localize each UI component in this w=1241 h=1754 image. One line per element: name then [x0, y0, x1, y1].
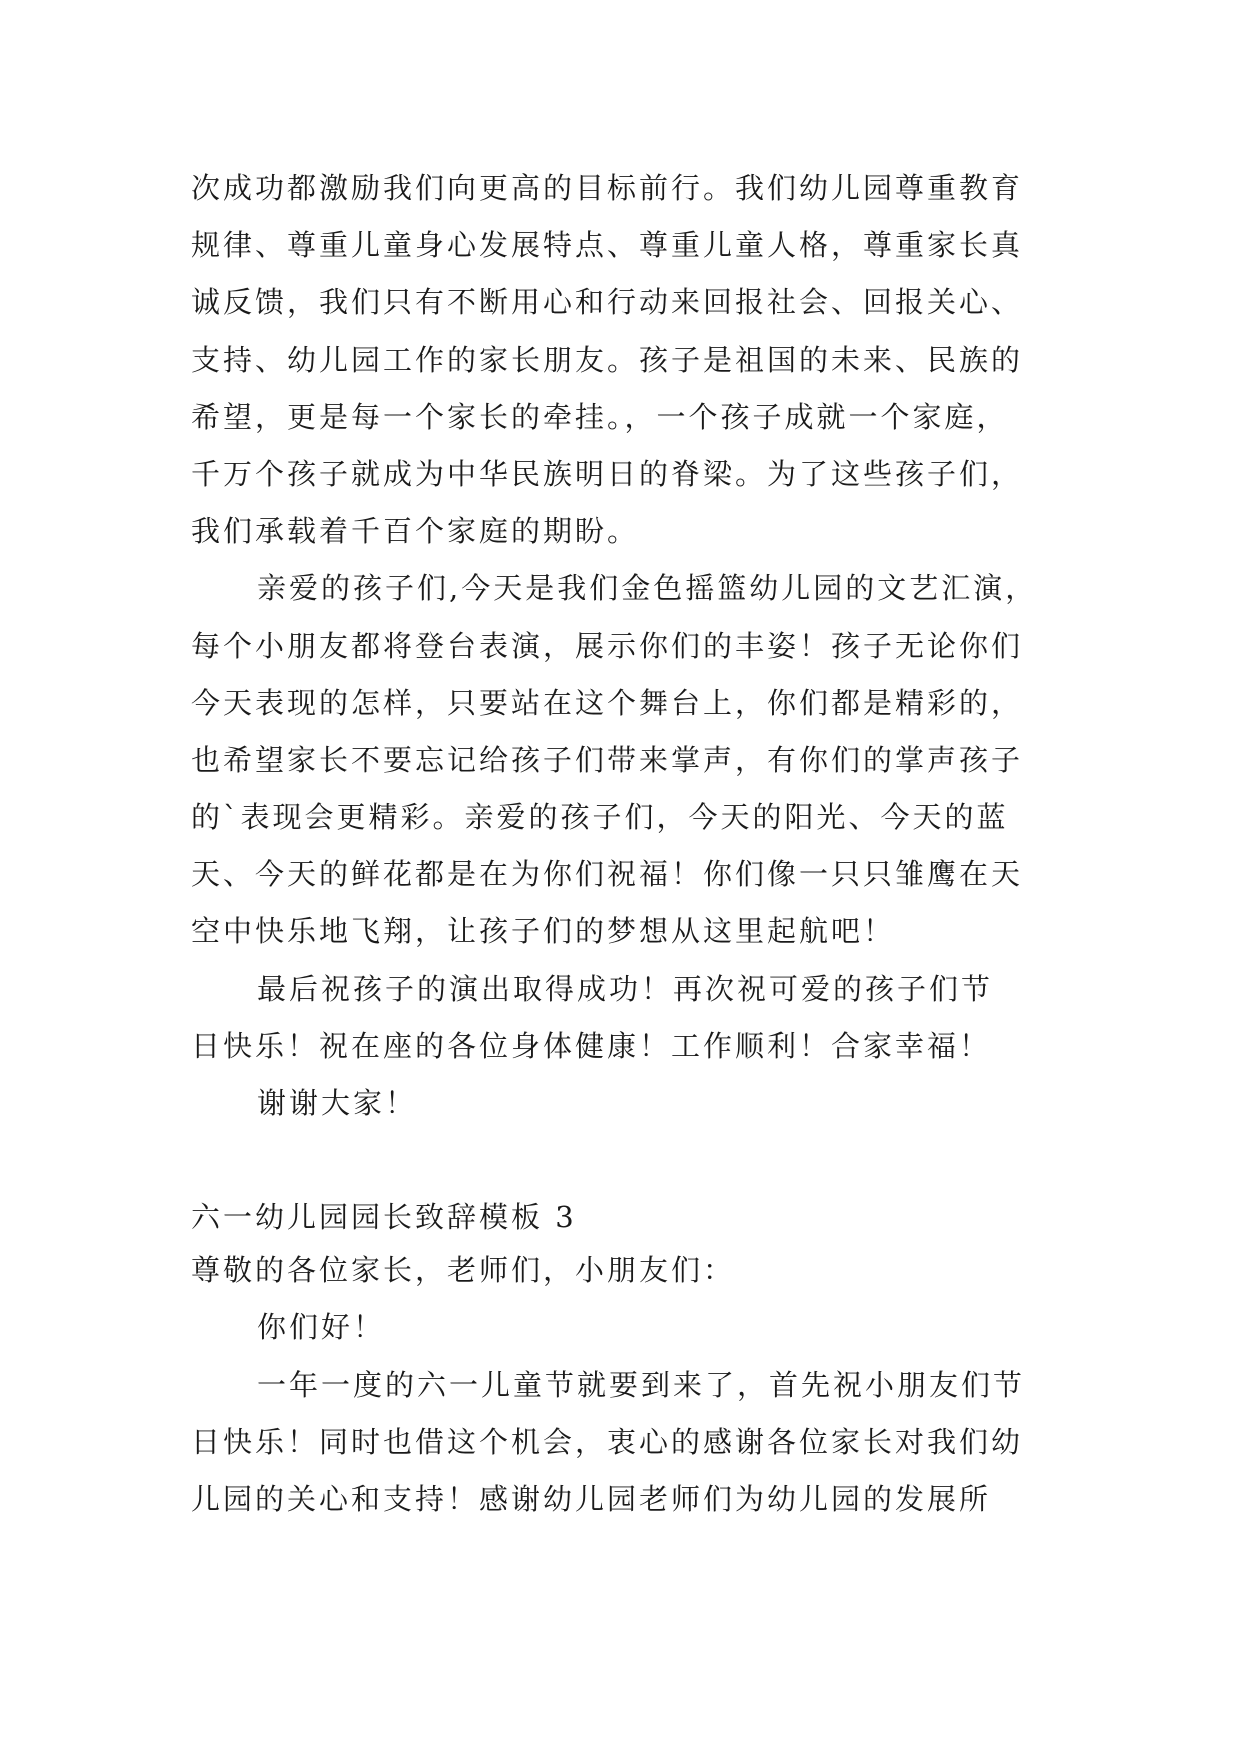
- text-line: 最后祝孩子的演出取得成功！再次祝可爱的孩子们节: [257, 971, 994, 1006]
- text-line: 一年一度的六一儿童节就要到来了，首先祝小朋友们节: [257, 1367, 1026, 1402]
- text-line: 每个小朋友都将登台表演，展示你们的丰姿！孩子无论你们: [191, 628, 1024, 663]
- text-line: 也希望家长不要忘记给孩子们带来掌声，有你们的掌声孩子: [191, 742, 1024, 777]
- text-line: 亲爱的孩子们,今天是我们金色摇篮幼儿园的文艺汇演，: [257, 571, 1038, 606]
- text-line: 空中快乐地飞翔，让孩子们的梦想从这里起航吧！: [191, 914, 896, 949]
- paragraph: [191, 1075, 1071, 1132]
- text-line: 天、今天的鲜花都是在为你们祝福！你们像一只只雏鹰在天: [191, 857, 1024, 892]
- paragraph: [191, 961, 1071, 1075]
- document-body: [191, 160, 1071, 1528]
- text-line: 日快乐！祝在座的各位身体健康！工作顺利！合家幸福！: [191, 1028, 992, 1063]
- section-spacer: [191, 1132, 1071, 1192]
- text-line: 规律、尊重儿童身心发展特点、尊重儿童人格，尊重家长真: [191, 228, 1024, 263]
- paragraph: [191, 1357, 1071, 1529]
- paragraph: [191, 560, 1071, 960]
- salutation: 尊敬的各位家长，老师们，小朋友们：: [191, 1253, 736, 1288]
- text-line: 诚反馈，我们只有不断用心和行动来回报社会、回报关心、: [191, 285, 1024, 320]
- text-line: 的`表现会更精彩。亲爱的孩子们，今天的阳光、今天的蓝: [191, 800, 1009, 835]
- text-line: 希望，更是每一个家长的牵挂。，一个孩子成就一个家庭，: [191, 399, 1009, 434]
- text-line: 儿园的关心和支持！感谢幼儿园老师们为幼儿园的发展所: [191, 1481, 992, 1516]
- text-line: 谢谢大家！: [257, 1086, 418, 1120]
- text-line: 我们承载着千百个家庭的期盼。: [191, 514, 640, 549]
- text-line: 千万个孩子就成为中华民族明日的脊梁。为了这些孩子们，: [191, 456, 1024, 491]
- paragraph: [191, 160, 1071, 560]
- text-line: 次成功都激励我们向更高的目标前行。我们幼儿园尊重教育: [191, 171, 1024, 205]
- text-line: 支持、幼儿园工作的家长朋友。孩子是祖国的未来、民族的: [191, 342, 1024, 377]
- text-line: 日快乐！同时也借这个机会，衷心的感谢各位家长对我们幼: [191, 1424, 1024, 1459]
- text-line: 今天表现的怎样，只要站在这个舞台上，你们都是精彩的，: [191, 685, 1024, 720]
- greeting: 你们好！: [257, 1310, 386, 1345]
- section-title: 六一幼儿园园长致辞模板 3: [191, 1200, 577, 1235]
